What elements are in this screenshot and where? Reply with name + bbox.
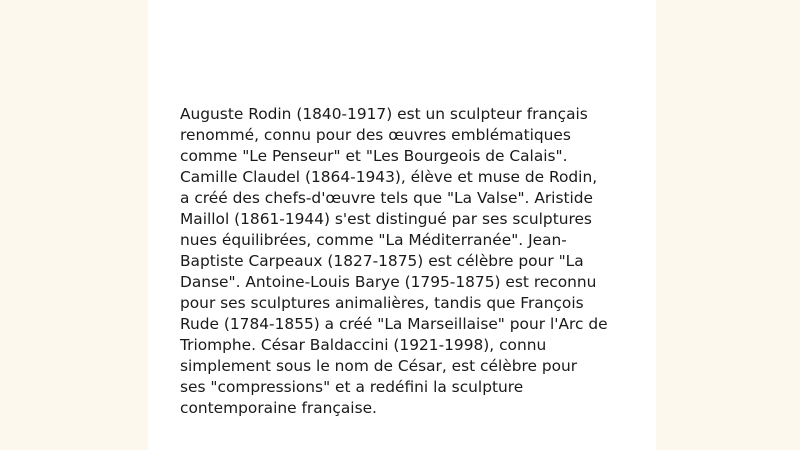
text-line: a créé des chefs-d'œuvre tels que "La Valse". Aristide — [180, 189, 594, 207]
text-line: Camille Claudel (1864-1943), élève et muse de Rodin, — [180, 168, 598, 186]
text-line: simplement sous le nom de César, est célèbre pour — [180, 357, 578, 375]
text-line: Triomphe. César Baldaccini (1921-1998), connu — [180, 336, 547, 354]
text-line: Auguste Rodin (1840-1917) est un sculpteur français — [180, 105, 588, 123]
body-paragraph — [180, 104, 630, 419]
text-line: contemporaine française. — [180, 399, 377, 417]
text-line: ses "compressions" et a redéfini la sculpture — [180, 378, 524, 396]
document-page — [148, 0, 656, 450]
text-line: Rude (1784-1855) a créé "La Marseillaise" pour l'Arc de — [180, 315, 608, 333]
text-line: Danse". Antoine-Louis Barye (1795-1875) est reconnu — [180, 273, 597, 291]
text-line: renommé, connu pour des œuvres emblématiques — [180, 126, 571, 144]
text-line: Maillol (1861-1944) s'est distingué par ses sculptures — [180, 210, 592, 228]
text-line: pour ses sculptures animalières, tandis que François — [180, 294, 584, 312]
text-line: nues équilibrées, comme "La Méditerranée". Jean- — [180, 231, 567, 249]
text-line: comme "Le Penseur" et "Les Bourgeois de Calais". — [180, 147, 568, 165]
text-line: Baptiste Carpeaux (1827-1875) est célèbre pour "La — [180, 252, 584, 270]
